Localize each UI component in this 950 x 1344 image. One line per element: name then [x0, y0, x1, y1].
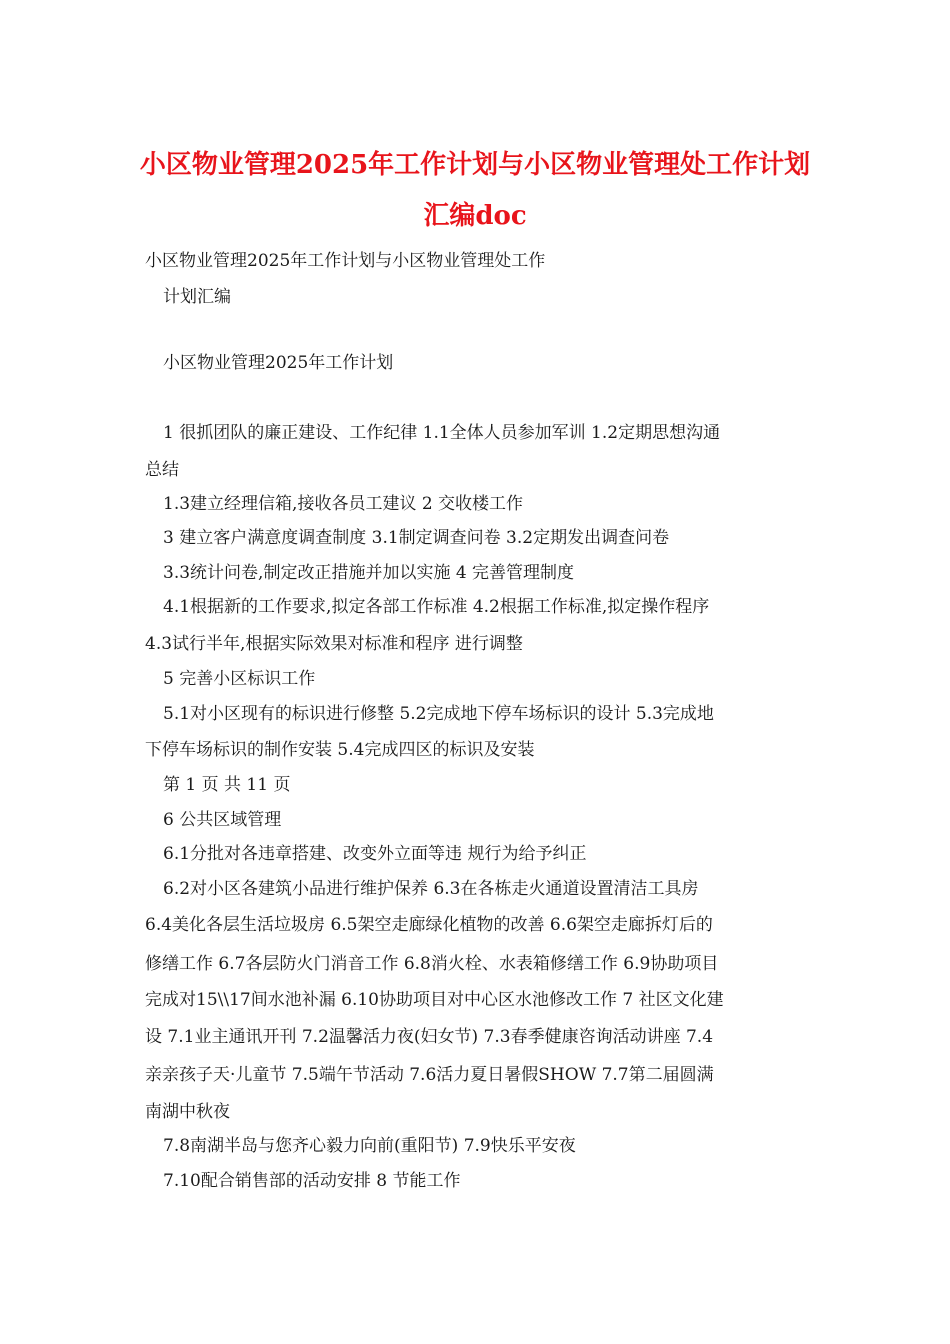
- body-line: 总结: [145, 460, 179, 480]
- document-title-line-1: 小区物业管理2025年工作计划与小区物业管理处工作计划: [139, 150, 811, 180]
- body-line: 6.1分批对各违章搭建、改变外立面等违 规行为给予纠正: [163, 844, 587, 864]
- body-line: 设 7.1业主通讯开刊 7.2温馨活力夜(妇女节) 7.3春季健康咨询活动讲座 7.4: [145, 1027, 714, 1047]
- body-line: 6 公共区域管理: [163, 810, 282, 830]
- document-title-line-2: 汇编doc: [423, 201, 527, 231]
- body-line: 3 建立客户满意度调查制度 3.1制定调查问卷 3.2定期发出调查问卷: [163, 528, 670, 548]
- body-line: 修缮工作 6.7各层防火门消音工作 6.8消火栓、水表箱修缮工作 6.9协助项目: [145, 954, 719, 974]
- body-line: 计划汇编: [163, 287, 231, 307]
- body-line: 4.1根据新的工作要求,拟定各部工作标准 4.2根据工作标准,拟定操作程序: [163, 597, 710, 617]
- body-line: 5 完善小区标识工作: [163, 669, 316, 689]
- body-line: 7.10配合销售部的活动安排 8 节能工作: [163, 1171, 461, 1191]
- page-number: 第 1 页 共 11 页: [163, 775, 291, 795]
- body-line: 小区物业管理2025年工作计划: [163, 353, 394, 373]
- body-line: 6.4美化各层生活垃圾房 6.5架空走廊绿化植物的改善 6.6架空走廊拆灯后的: [145, 915, 713, 935]
- body-line: 1.3建立经理信箱,接收各员工建议 2 交收楼工作: [163, 494, 524, 514]
- body-line: 4.3试行半年,根据实际效果对标准和程序 进行调整: [145, 634, 523, 654]
- body-line: 完成对15\\17间水池补漏 6.10协助项目对中心区水池修改工作 7 社区文化建: [145, 990, 724, 1010]
- body-line: 5.1对小区现有的标识进行修整 5.2完成地下停车场标识的设计 5.3完成地: [163, 704, 714, 724]
- body-line: 南湖中秋夜: [145, 1102, 230, 1122]
- body-line: 小区物业管理2025年工作计划与小区物业管理处工作: [145, 251, 546, 271]
- body-line: 6.2对小区各建筑小品进行维护保养 6.3在各栋走火通道设置清洁工具房: [163, 879, 699, 899]
- body-line: 7.8南湖半岛与您齐心毅力向前(重阳节) 7.9快乐平安夜: [163, 1136, 576, 1156]
- body-line: 1 很抓团队的廉正建设、工作纪律 1.1全体人员参加军训 1.2定期思想沟通: [163, 423, 721, 443]
- body-line: 3.3统计问卷,制定改正措施并加以实施 4 完善管理制度: [163, 563, 575, 583]
- body-line: 下停车场标识的制作安装 5.4完成四区的标识及安装: [145, 740, 535, 760]
- body-line: 亲亲孩子天·儿童节 7.5端午节活动 7.6活力夏日暑假SHOW 7.7第二届圆满: [145, 1065, 714, 1085]
